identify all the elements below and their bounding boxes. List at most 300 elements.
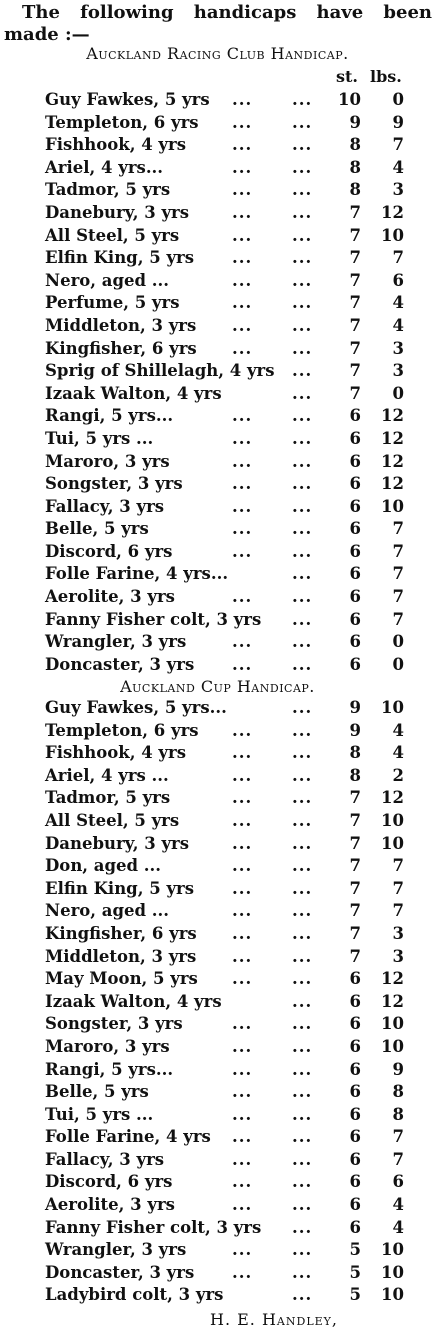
- weight-pounds: 4: [392, 1217, 404, 1237]
- weight-stones: 5: [349, 1262, 361, 1282]
- leader-dots: ...: [232, 1104, 253, 1124]
- handicap-entry-row: [0, 112, 435, 135]
- weight-pounds: 10: [381, 833, 404, 853]
- leader-dots: ...: [232, 90, 253, 109]
- leader-dots: ...: [292, 878, 313, 898]
- weight-stones: 7: [349, 361, 361, 381]
- weight-stones: 6: [349, 1036, 361, 1056]
- horse-name: Izaak Walton, 4 yrs: [45, 991, 222, 1011]
- weight-stones: 6: [349, 451, 361, 471]
- horse-name: Songster, 3 yrs: [45, 474, 183, 494]
- handicap-entry-row: [0, 451, 435, 474]
- weight-pounds: 2: [392, 765, 404, 785]
- weight-stones: 6: [349, 1082, 361, 1102]
- weight-pounds: 12: [381, 428, 404, 448]
- handicap-entry-row: [0, 586, 435, 609]
- leader-dots: ...: [292, 743, 313, 763]
- weight-stones: 7: [349, 338, 361, 358]
- weight-stones: 7: [349, 923, 361, 943]
- weight-stones: 7: [349, 270, 361, 290]
- leader-dots: ...: [292, 720, 313, 740]
- horse-name: Elfin King, 5 yrs: [45, 248, 195, 268]
- leader-dots: ...: [232, 406, 253, 426]
- handicap-entry-row: [0, 338, 435, 361]
- weight-stones: 6: [349, 1059, 361, 1079]
- leader-dots: ...: [292, 428, 313, 448]
- weight-pounds: 4: [392, 293, 404, 313]
- leader-dots: ...: [232, 1262, 253, 1282]
- leader-dots: ...: [232, 632, 253, 652]
- handicap-entry-row: [0, 315, 435, 338]
- handicap-entry-row: [0, 496, 435, 519]
- horse-name: Fallacy, 3 yrs: [45, 1149, 165, 1169]
- weight-stones: 6: [349, 519, 361, 539]
- handicap-entry-row: [0, 405, 435, 428]
- leader-dots: ...: [292, 406, 313, 426]
- leader-dots: ...: [292, 270, 313, 290]
- weight-pounds: 12: [381, 202, 404, 222]
- horse-name: Wrangler, 3 yrs: [45, 632, 187, 652]
- horse-name: Belle, 5 yrs: [45, 519, 149, 539]
- horse-name: Izaak Walton, 4 yrs: [45, 383, 222, 403]
- weight-stones: 9: [349, 112, 361, 132]
- handicap-entry-row: [0, 270, 435, 293]
- weight-pounds: 10: [381, 225, 404, 245]
- weight-stones: 5: [349, 1240, 361, 1260]
- handicap-entry-row: [0, 1126, 435, 1149]
- club-handicap-list: [0, 89, 435, 676]
- leader-dots: ...: [232, 765, 253, 785]
- leader-dots: ...: [232, 428, 253, 448]
- weight-pounds: 12: [381, 991, 404, 1011]
- weight-pounds: 0: [392, 383, 404, 403]
- handicap-entry-row: [0, 833, 435, 856]
- leader-dots: ...: [292, 248, 313, 268]
- leader-dots: ...: [232, 474, 253, 494]
- weight-stones: 6: [349, 654, 361, 674]
- leader-dots: ...: [232, 1127, 253, 1147]
- handicap-entry-row: [0, 247, 435, 270]
- horse-name: Sprig of Shillelagh, 4 yrs: [45, 361, 275, 381]
- horse-name: May Moon, 5 yrs: [45, 969, 198, 989]
- horse-name: Fanny Fisher colt, 3 yrs: [45, 609, 262, 629]
- horse-name: Danebury, 3 yrs: [45, 833, 190, 853]
- weight-stones: 6: [349, 564, 361, 584]
- weight-pounds: 4: [392, 157, 404, 177]
- leader-dots: ...: [232, 225, 253, 245]
- club-handicap-heading: Auckland Racing Club Handicap.: [86, 44, 349, 63]
- leader-dots: ...: [292, 788, 313, 808]
- handicap-entry-row: [0, 473, 435, 496]
- horse-name: Elfin King, 5 yrs: [45, 878, 195, 898]
- weight-stones: 8: [349, 180, 361, 200]
- weight-stones: 9: [349, 720, 361, 740]
- leader-dots: ...: [292, 180, 313, 200]
- leader-dots: ...: [292, 856, 313, 876]
- horse-name: Maroro, 3 yrs: [45, 451, 170, 471]
- weight-pounds: 4: [392, 1195, 404, 1215]
- leader-dots: ...: [292, 1014, 313, 1034]
- leader-dots: ...: [292, 609, 313, 629]
- horse-name: Aerolite, 3 yrs: [45, 587, 175, 607]
- leader-dots: ...: [292, 1059, 313, 1079]
- handicap-entry-row: [0, 742, 435, 765]
- leader-dots: ...: [292, 361, 313, 381]
- horse-name: Kingfisher, 6 yrs: [45, 338, 197, 358]
- leader-dots: ...: [292, 474, 313, 494]
- weight-stones: 6: [349, 969, 361, 989]
- horse-name: Folle Farine, 4 yrs...: [45, 564, 229, 584]
- weight-stones: 8: [349, 135, 361, 155]
- handicap-entry-row: [0, 134, 435, 157]
- horse-name: Doncaster, 3 yrs: [45, 1262, 195, 1282]
- leader-dots: ...: [232, 743, 253, 763]
- leader-dots: ...: [232, 157, 253, 177]
- weight-pounds: 7: [392, 609, 404, 629]
- handicap-entry-row: [0, 1217, 435, 1240]
- leader-dots: ...: [232, 112, 253, 132]
- leader-dots: ...: [292, 225, 313, 245]
- horse-name: Fishhook, 4 yrs: [45, 743, 186, 763]
- leader-dots: ...: [292, 112, 313, 132]
- cup-handicap-list: [0, 697, 435, 1307]
- horse-name: Wrangler, 3 yrs: [45, 1240, 187, 1260]
- intro-paragraph: [4, 2, 432, 46]
- horse-name: All Steel, 5 yrs: [45, 810, 180, 830]
- weight-stones: 6: [349, 496, 361, 516]
- leader-dots: ...: [232, 1240, 253, 1260]
- weight-stones: 7: [349, 202, 361, 222]
- cup-handicap-heading: Auckland Cup Handicap.: [120, 677, 315, 696]
- weight-stones: 6: [349, 587, 361, 607]
- intro-word: been: [383, 2, 432, 23]
- weight-stones: 6: [349, 406, 361, 426]
- leader-dots: ...: [232, 833, 253, 853]
- leader-dots: ...: [292, 1217, 313, 1237]
- handicap-entry-row: [0, 157, 435, 180]
- weight-stones: 6: [349, 428, 361, 448]
- horse-name: Maroro, 3 yrs: [45, 1036, 170, 1056]
- weight-stones: 7: [349, 810, 361, 830]
- intro-line-2: made :—: [4, 24, 90, 45]
- leader-dots: ...: [232, 248, 253, 268]
- horse-name: Middleton, 3 yrs: [45, 946, 197, 966]
- leader-dots: ...: [292, 135, 313, 155]
- horse-name: Fallacy, 3 yrs: [45, 496, 165, 516]
- handicap-entry-row: [0, 1036, 435, 1059]
- leader-dots: ...: [292, 541, 313, 561]
- intro-word: handicaps: [193, 2, 297, 23]
- leader-dots: ...: [292, 157, 313, 177]
- leader-dots: ...: [292, 1082, 313, 1102]
- handicap-entry-row: [0, 923, 435, 946]
- weight-pounds: 3: [392, 923, 404, 943]
- weight-pounds: 7: [392, 1127, 404, 1147]
- weight-pounds: 7: [392, 1149, 404, 1169]
- leader-dots: ...: [292, 519, 313, 539]
- leader-dots: ...: [232, 293, 253, 313]
- horse-name: Doncaster, 3 yrs: [45, 654, 195, 674]
- leader-dots: ...: [292, 315, 313, 335]
- weight-stones: 6: [349, 1104, 361, 1124]
- weight-stones: 8: [349, 157, 361, 177]
- handicap-entry-row: [0, 1104, 435, 1127]
- leader-dots: ...: [292, 451, 313, 471]
- weight-stones: 7: [349, 315, 361, 335]
- weight-pounds: 10: [381, 1240, 404, 1260]
- horse-name: Ladybird colt, 3 yrs: [45, 1285, 224, 1305]
- leader-dots: ...: [232, 1059, 253, 1079]
- leader-dots: ...: [292, 496, 313, 516]
- weight-pounds: 8: [392, 1082, 404, 1102]
- weight-pounds: 3: [392, 180, 404, 200]
- handicap-entry-row: [0, 1013, 435, 1036]
- leader-dots: ...: [292, 833, 313, 853]
- weight-stones: 7: [349, 833, 361, 853]
- handicap-entry-row: [0, 1081, 435, 1104]
- horse-name: Ariel, 4 yrs ...: [45, 765, 169, 785]
- weight-pounds: 12: [381, 451, 404, 471]
- horse-name: Discord, 6 yrs: [45, 541, 173, 561]
- leader-dots: ...: [232, 135, 253, 155]
- horse-name: Aerolite, 3 yrs: [45, 1195, 175, 1215]
- leader-dots: ...: [232, 788, 253, 808]
- leader-dots: ...: [292, 338, 313, 358]
- weight-pounds: 3: [392, 338, 404, 358]
- handicap-entry-row: [0, 697, 435, 720]
- weight-stones: 6: [349, 1127, 361, 1147]
- handicap-entry-row: [0, 765, 435, 788]
- leader-dots: ...: [292, 991, 313, 1011]
- leader-dots: ...: [232, 969, 253, 989]
- horse-name: Danebury, 3 yrs: [45, 202, 190, 222]
- weight-stones: 7: [349, 293, 361, 313]
- weight-pounds: 3: [392, 946, 404, 966]
- weight-pounds: 4: [392, 743, 404, 763]
- handicap-entry-row: [0, 428, 435, 451]
- horse-name: Kingfisher, 6 yrs: [45, 923, 197, 943]
- horse-name: Nero, aged ...: [45, 270, 170, 290]
- weight-stones: 7: [349, 901, 361, 921]
- horse-name: Guy Fawkes, 5 yrs...: [45, 698, 227, 717]
- weight-pounds: 0: [392, 654, 404, 674]
- weight-pounds: 12: [381, 406, 404, 426]
- handicap-entry-row: [0, 609, 435, 632]
- handicap-entry-row: [0, 855, 435, 878]
- handicap-entry-row: [0, 1262, 435, 1285]
- leader-dots: ...: [232, 180, 253, 200]
- weight-pounds: 3: [392, 361, 404, 381]
- handicap-entry-row: [0, 1239, 435, 1262]
- weight-pounds: 0: [392, 632, 404, 652]
- leader-dots: ...: [232, 878, 253, 898]
- weight-stones: 8: [349, 743, 361, 763]
- signature: H. E. Handley,: [210, 1310, 338, 1329]
- weight-pounds: 7: [392, 564, 404, 584]
- leader-dots: ...: [292, 901, 313, 921]
- horse-name: Belle, 5 yrs: [45, 1082, 149, 1102]
- weight-stones: 7: [349, 225, 361, 245]
- leader-dots: ...: [292, 923, 313, 943]
- leader-dots: ...: [292, 1149, 313, 1169]
- weight-pounds: 12: [381, 788, 404, 808]
- weight-pounds: 7: [392, 878, 404, 898]
- handicap-entry-row: [0, 900, 435, 923]
- leader-dots: ...: [292, 202, 313, 222]
- weight-stones: 6: [349, 632, 361, 652]
- weight-stones: 7: [349, 878, 361, 898]
- handicap-entry-row: [0, 946, 435, 969]
- horse-name: Don, aged ...: [45, 856, 162, 876]
- handicap-entry-row: [0, 292, 435, 315]
- horse-name: All Steel, 5 yrs: [45, 225, 180, 245]
- leader-dots: ...: [232, 338, 253, 358]
- leader-dots: ...: [292, 564, 313, 584]
- handicap-entry-row: [0, 631, 435, 654]
- handicap-entry-row: [0, 968, 435, 991]
- leader-dots: ...: [292, 293, 313, 313]
- weight-stones: 7: [349, 856, 361, 876]
- handicap-entry-row: [0, 1171, 435, 1194]
- leader-dots: ...: [232, 587, 253, 607]
- leader-dots: ...: [232, 901, 253, 921]
- leader-dots: ...: [232, 496, 253, 516]
- horse-name: Tui, 5 yrs ...: [45, 428, 154, 448]
- horse-name: Tui, 5 yrs ...: [45, 1104, 154, 1124]
- leader-dots: ...: [232, 1082, 253, 1102]
- weight-pounds: 7: [392, 856, 404, 876]
- weight-pounds: 8: [392, 1104, 404, 1124]
- weight-pounds: 10: [381, 1036, 404, 1056]
- intro-line-1: [4, 2, 432, 24]
- leader-dots: ...: [292, 810, 313, 830]
- weight-pounds: 9: [392, 112, 404, 132]
- leader-dots: ...: [232, 1036, 253, 1056]
- leader-dots: ...: [232, 810, 253, 830]
- horse-name: Folle Farine, 4 yrs: [45, 1127, 211, 1147]
- handicap-entry-row: [0, 878, 435, 901]
- weight-pounds: 12: [381, 969, 404, 989]
- handicap-entry-row: [0, 1059, 435, 1082]
- leader-dots: ...: [232, 856, 253, 876]
- leader-dots: ...: [232, 923, 253, 943]
- horse-name: Middleton, 3 yrs: [45, 315, 197, 335]
- leader-dots: ...: [232, 1195, 253, 1215]
- leader-dots: ...: [292, 765, 313, 785]
- handicap-entry-row: [0, 563, 435, 586]
- weight-pounds: 10: [381, 1014, 404, 1034]
- leader-dots: ...: [292, 1036, 313, 1056]
- weight-stones: 6: [349, 1014, 361, 1034]
- handicap-entry-row: [0, 720, 435, 743]
- leader-dots: ...: [292, 1285, 313, 1305]
- horse-name: Guy Fawkes, 5 yrs: [45, 90, 210, 109]
- leader-dots: ...: [292, 383, 313, 403]
- weight-stones: 6: [349, 474, 361, 494]
- leader-dots: ...: [232, 270, 253, 290]
- weight-pounds: 7: [392, 587, 404, 607]
- weight-stones: 6: [349, 1195, 361, 1215]
- weight-stones: 10: [338, 90, 361, 109]
- leader-dots: ...: [232, 519, 253, 539]
- leader-dots: ...: [232, 541, 253, 561]
- leader-dots: ...: [292, 946, 313, 966]
- handicap-entry-row: [0, 179, 435, 202]
- stones-column-header: st.: [336, 67, 358, 86]
- leader-dots: ...: [292, 1172, 313, 1192]
- weight-pounds: 7: [392, 248, 404, 268]
- horse-name: Fishhook, 4 yrs: [45, 135, 186, 155]
- handicap-entry-row: [0, 654, 435, 677]
- horse-name: Fanny Fisher colt, 3 yrs: [45, 1217, 262, 1237]
- leader-dots: ...: [292, 969, 313, 989]
- weight-pounds: 10: [381, 698, 404, 717]
- weight-stones: 6: [349, 541, 361, 561]
- leader-dots: ...: [232, 202, 253, 222]
- weight-stones: 6: [349, 1172, 361, 1192]
- horse-name: Tadmor, 5 yrs: [45, 180, 171, 200]
- weight-stones: 9: [349, 698, 361, 717]
- horse-name: Rangi, 5 yrs...: [45, 406, 174, 426]
- weight-stones: 7: [349, 383, 361, 403]
- leader-dots: ...: [232, 1172, 253, 1192]
- handicap-entry-row: [0, 225, 435, 248]
- weight-stones: 7: [349, 946, 361, 966]
- handicap-entry-row: [0, 810, 435, 833]
- leader-dots: ...: [292, 698, 313, 717]
- weight-pounds: 4: [392, 720, 404, 740]
- weight-pounds: 0: [392, 90, 404, 109]
- horse-name: Rangi, 5 yrs...: [45, 1059, 174, 1079]
- horse-name: Ariel, 4 yrs...: [45, 157, 164, 177]
- weight-pounds: 7: [392, 519, 404, 539]
- intro-word: have: [316, 2, 364, 23]
- leader-dots: ...: [292, 1104, 313, 1124]
- weight-pounds: 9: [392, 1059, 404, 1079]
- weight-stones: 6: [349, 1149, 361, 1169]
- weight-column-headers: [0, 67, 435, 87]
- weight-pounds: 10: [381, 810, 404, 830]
- leader-dots: ...: [292, 587, 313, 607]
- handicap-entry-row: [0, 787, 435, 810]
- handicap-entry-row: [0, 541, 435, 564]
- weight-pounds: 10: [381, 496, 404, 516]
- leader-dots: ...: [232, 1149, 253, 1169]
- intro-word: following: [80, 2, 174, 23]
- leader-dots: ...: [292, 90, 313, 109]
- leader-dots: ...: [232, 654, 253, 674]
- leader-dots: ...: [292, 1240, 313, 1260]
- leader-dots: ...: [232, 720, 253, 740]
- weight-pounds: 6: [392, 270, 404, 290]
- horse-name: Nero, aged ...: [45, 901, 170, 921]
- weight-stones: 6: [349, 991, 361, 1011]
- weight-pounds: 4: [392, 315, 404, 335]
- leader-dots: ...: [232, 315, 253, 335]
- leader-dots: ...: [292, 632, 313, 652]
- weight-pounds: 7: [392, 135, 404, 155]
- handicap-entry-row: [0, 1284, 435, 1307]
- leader-dots: ...: [292, 654, 313, 674]
- leader-dots: ...: [292, 1262, 313, 1282]
- horse-name: Songster, 3 yrs: [45, 1014, 183, 1034]
- weight-stones: 7: [349, 248, 361, 268]
- pounds-column-header: lbs.: [370, 67, 402, 86]
- weight-stones: 7: [349, 788, 361, 808]
- handicap-entry-row: [0, 89, 435, 112]
- weight-pounds: 6: [392, 1172, 404, 1192]
- handicap-entry-row: [0, 383, 435, 406]
